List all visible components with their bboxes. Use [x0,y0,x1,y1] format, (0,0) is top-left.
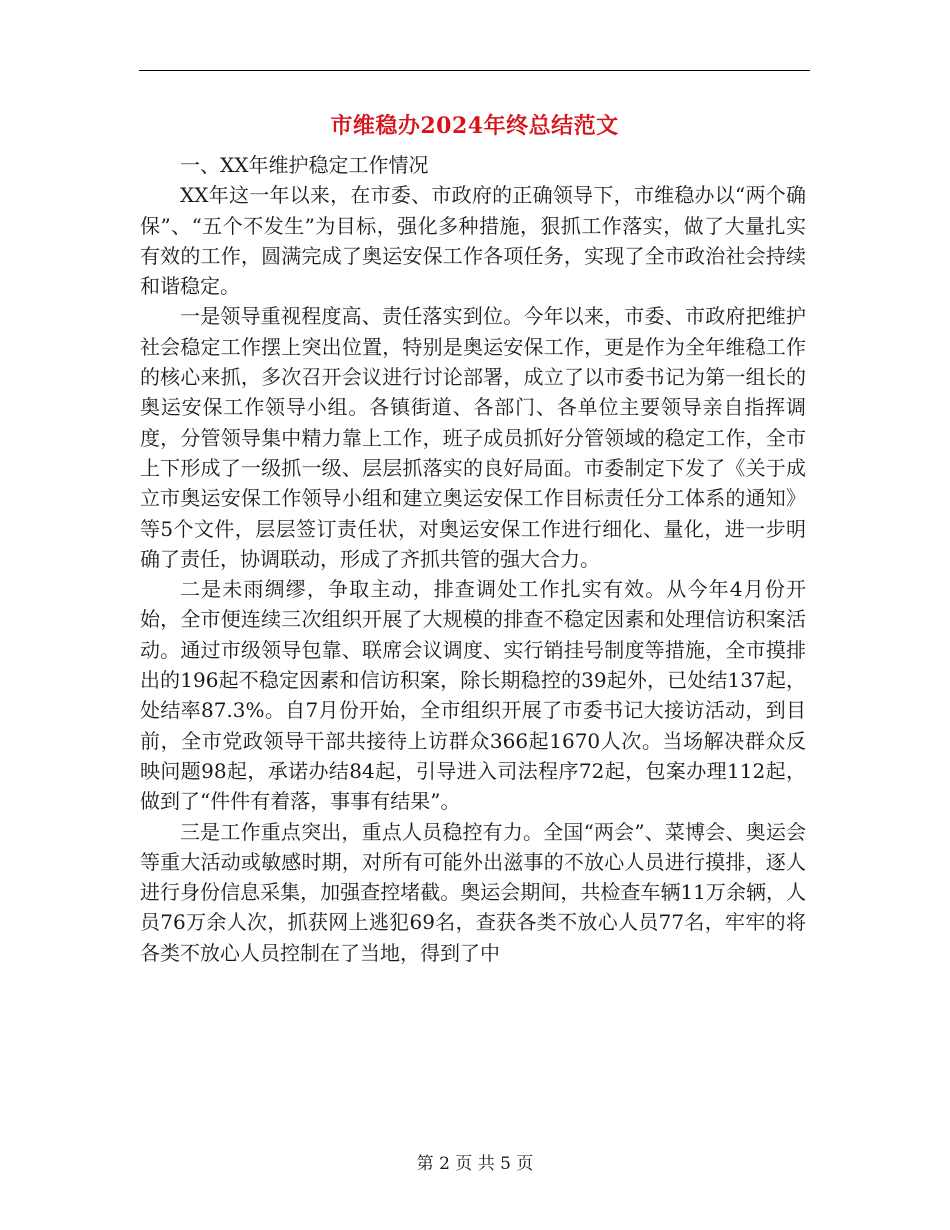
paragraph-investigation: 二是未雨绸缪，争取主动，排查调处工作扎实有效。从今年4月份开始，全市便连续三次组织开展了大规模的排查不稳定因素和处理信访积案活动。通过市级领导包靠、联席会议调度、实行销挂号制度等措施，全市摸排出的196起不稳定因素和信访积案，除长期稳控的39起外，已处结137起，处结率87.3%。自7月份开始，全市组织开展了市委书记大接访活动，到目前，全市党政领导干部共接待上访群众366起1670人次。当场解决群众反映问题98起，承诺办结84起，引导进入司法程序72起，包案办理112起，做到了“件件有着落，事事有结果”。 [140,577,806,814]
document-body [140,150,806,968]
section-heading: 一、XX年维护稳定工作情况 [180,153,429,177]
page-number: 第 2 页 共 5 页 [416,1154,534,1174]
document-title: 市维稳办2024年终总结范文 [330,113,619,139]
paragraph-intro: XX年这一年以来，在市委、市政府的正确领导下，市维稳办以“两个确保”、“五个不发生”为目标，强化多种措施，狠抓工作落实，做了大量扎实有效的工作，圆满完成了奥运安保工作各项任务，实现了全市政治社会持续和谐稳定。 [140,183,806,299]
paragraph-key-personnel: 三是工作重点突出，重点人员稳控有力。全国“两会”、菜博会、奥运会等重大活动或敏感时期，对所有可能外出滋事的不放心人员进行摸排，逐人进行身份信息采集，加强查控堵截。奥运会期间，共检查车辆11万余辆，人员76万余人次，抓获网上逃犯69名，查获各类不放心人员77名，牢牢的将各类不放心人员控制在了当地，得到了中 [140,819,806,965]
header-rule [139,70,810,71]
paragraph-leadership: 一是领导重视程度高、责任落实到位。今年以来，市委、市政府把维护社会稳定工作摆上突出位置，特别是奥运安保工作，更是作为全年维稳工作的核心来抓，多次召开会议进行讨论部署，成立了以市委书记为第一组长的奥运安保工作领导小组。各镇街道、各部门、各单位主要领导亲自指挥调度，分管领导集中精力靠上工作，班子成员抓好分管领域的稳定工作，全市上下形成了一级抓一级、层层抓落实的良好局面。市委制定下发了《关于成立市奥运安保工作领导小组和建立奥运安保工作目标责任分工体系的通知》等5个文件，层层签订责任状，对奥运安保工作进行细化、量化，进一步明确了责任，协调联动，形成了齐抓共管的强大合力。 [140,304,806,571]
